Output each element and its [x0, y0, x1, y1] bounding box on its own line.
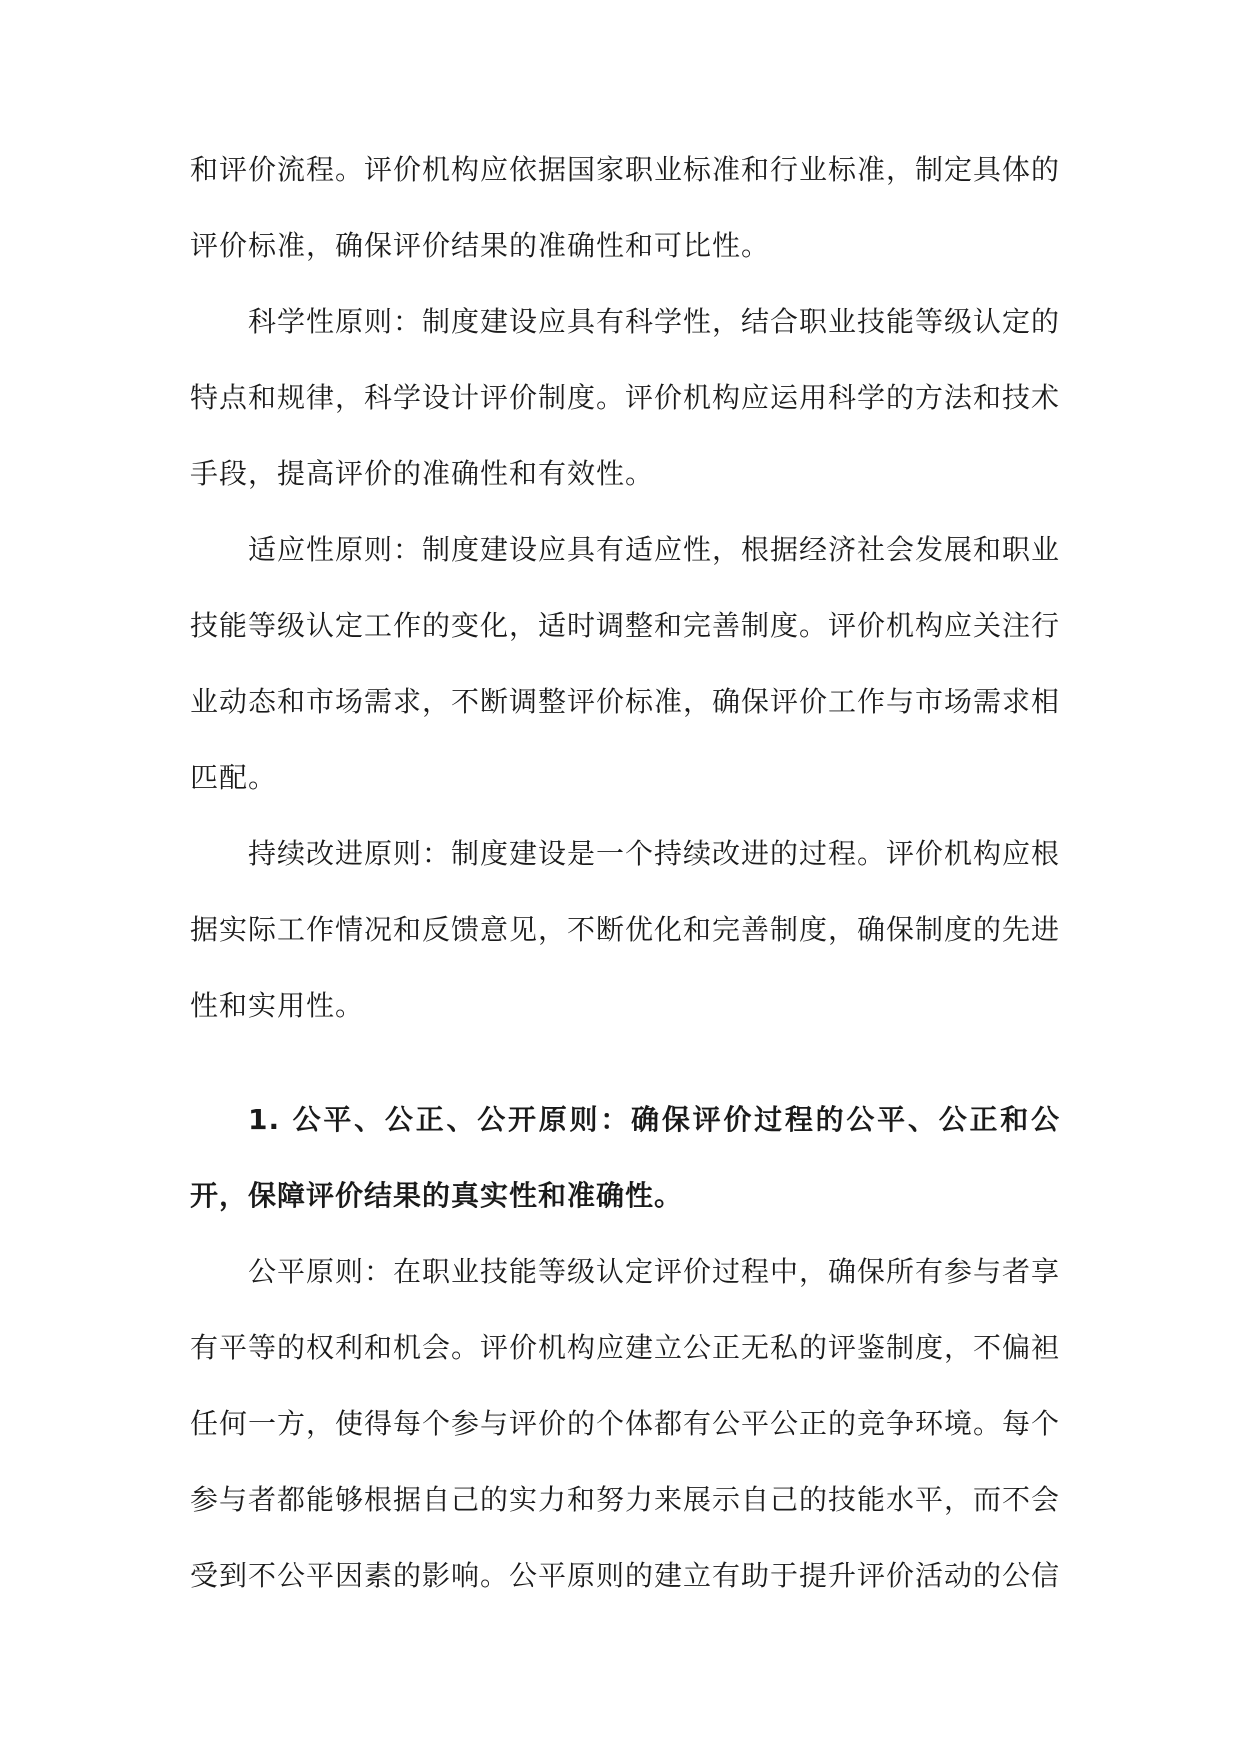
section-heading-fairness: 1. 公平、公正、公开原则：确保评价过程的公平、公正和公开，保障评价结果的真实性和准确性。 [190, 1103, 1060, 1212]
document-body [190, 132, 1060, 1614]
paragraph-evaluation-process: 和评价流程。评价机构应依据国家职业标准和行业标准，制定具体的评价标准，确保评价结果的准确性和可比性。 [190, 153, 1061, 262]
paragraph-adaptability-principle: 适应性原则：制度建设应具有适应性，根据经济社会发展和职业技能等级认定工作的变化，适时调整和完善制度。评价机构应关注行业动态和市场需求，不断调整评价标准，确保评价工作与市场需求相匹配。 [190, 533, 1061, 794]
paragraph-continuous-improvement-principle: 持续改进原则：制度建设是一个持续改进的过程。评价机构应根据实际工作情况和反馈意见，不断优化和完善制度，确保制度的先进性和实用性。 [190, 837, 1061, 1022]
paragraph-scientific-principle: 科学性原则：制度建设应具有科学性，结合职业技能等级认定的特点和规律，科学设计评价制度。评价机构应运用科学的方法和技术手段，提高评价的准确性和有效性。 [190, 305, 1061, 490]
paragraph-fairness-principle: 公平原则：在职业技能等级认定评价过程中，确保所有参与者享有平等的权利和机会。评价机构应建立公正无私的评鉴制度，不偏袒任何一方，使得每个参与评价的个体都有公平公正的竞争环境。每个参与者都能够根据自己的实力和努力来展示自己的技能水平，而不会受到不公平因素的影响。公平原则的建立有助于提升评价活动的公信 [190, 1255, 1061, 1592]
